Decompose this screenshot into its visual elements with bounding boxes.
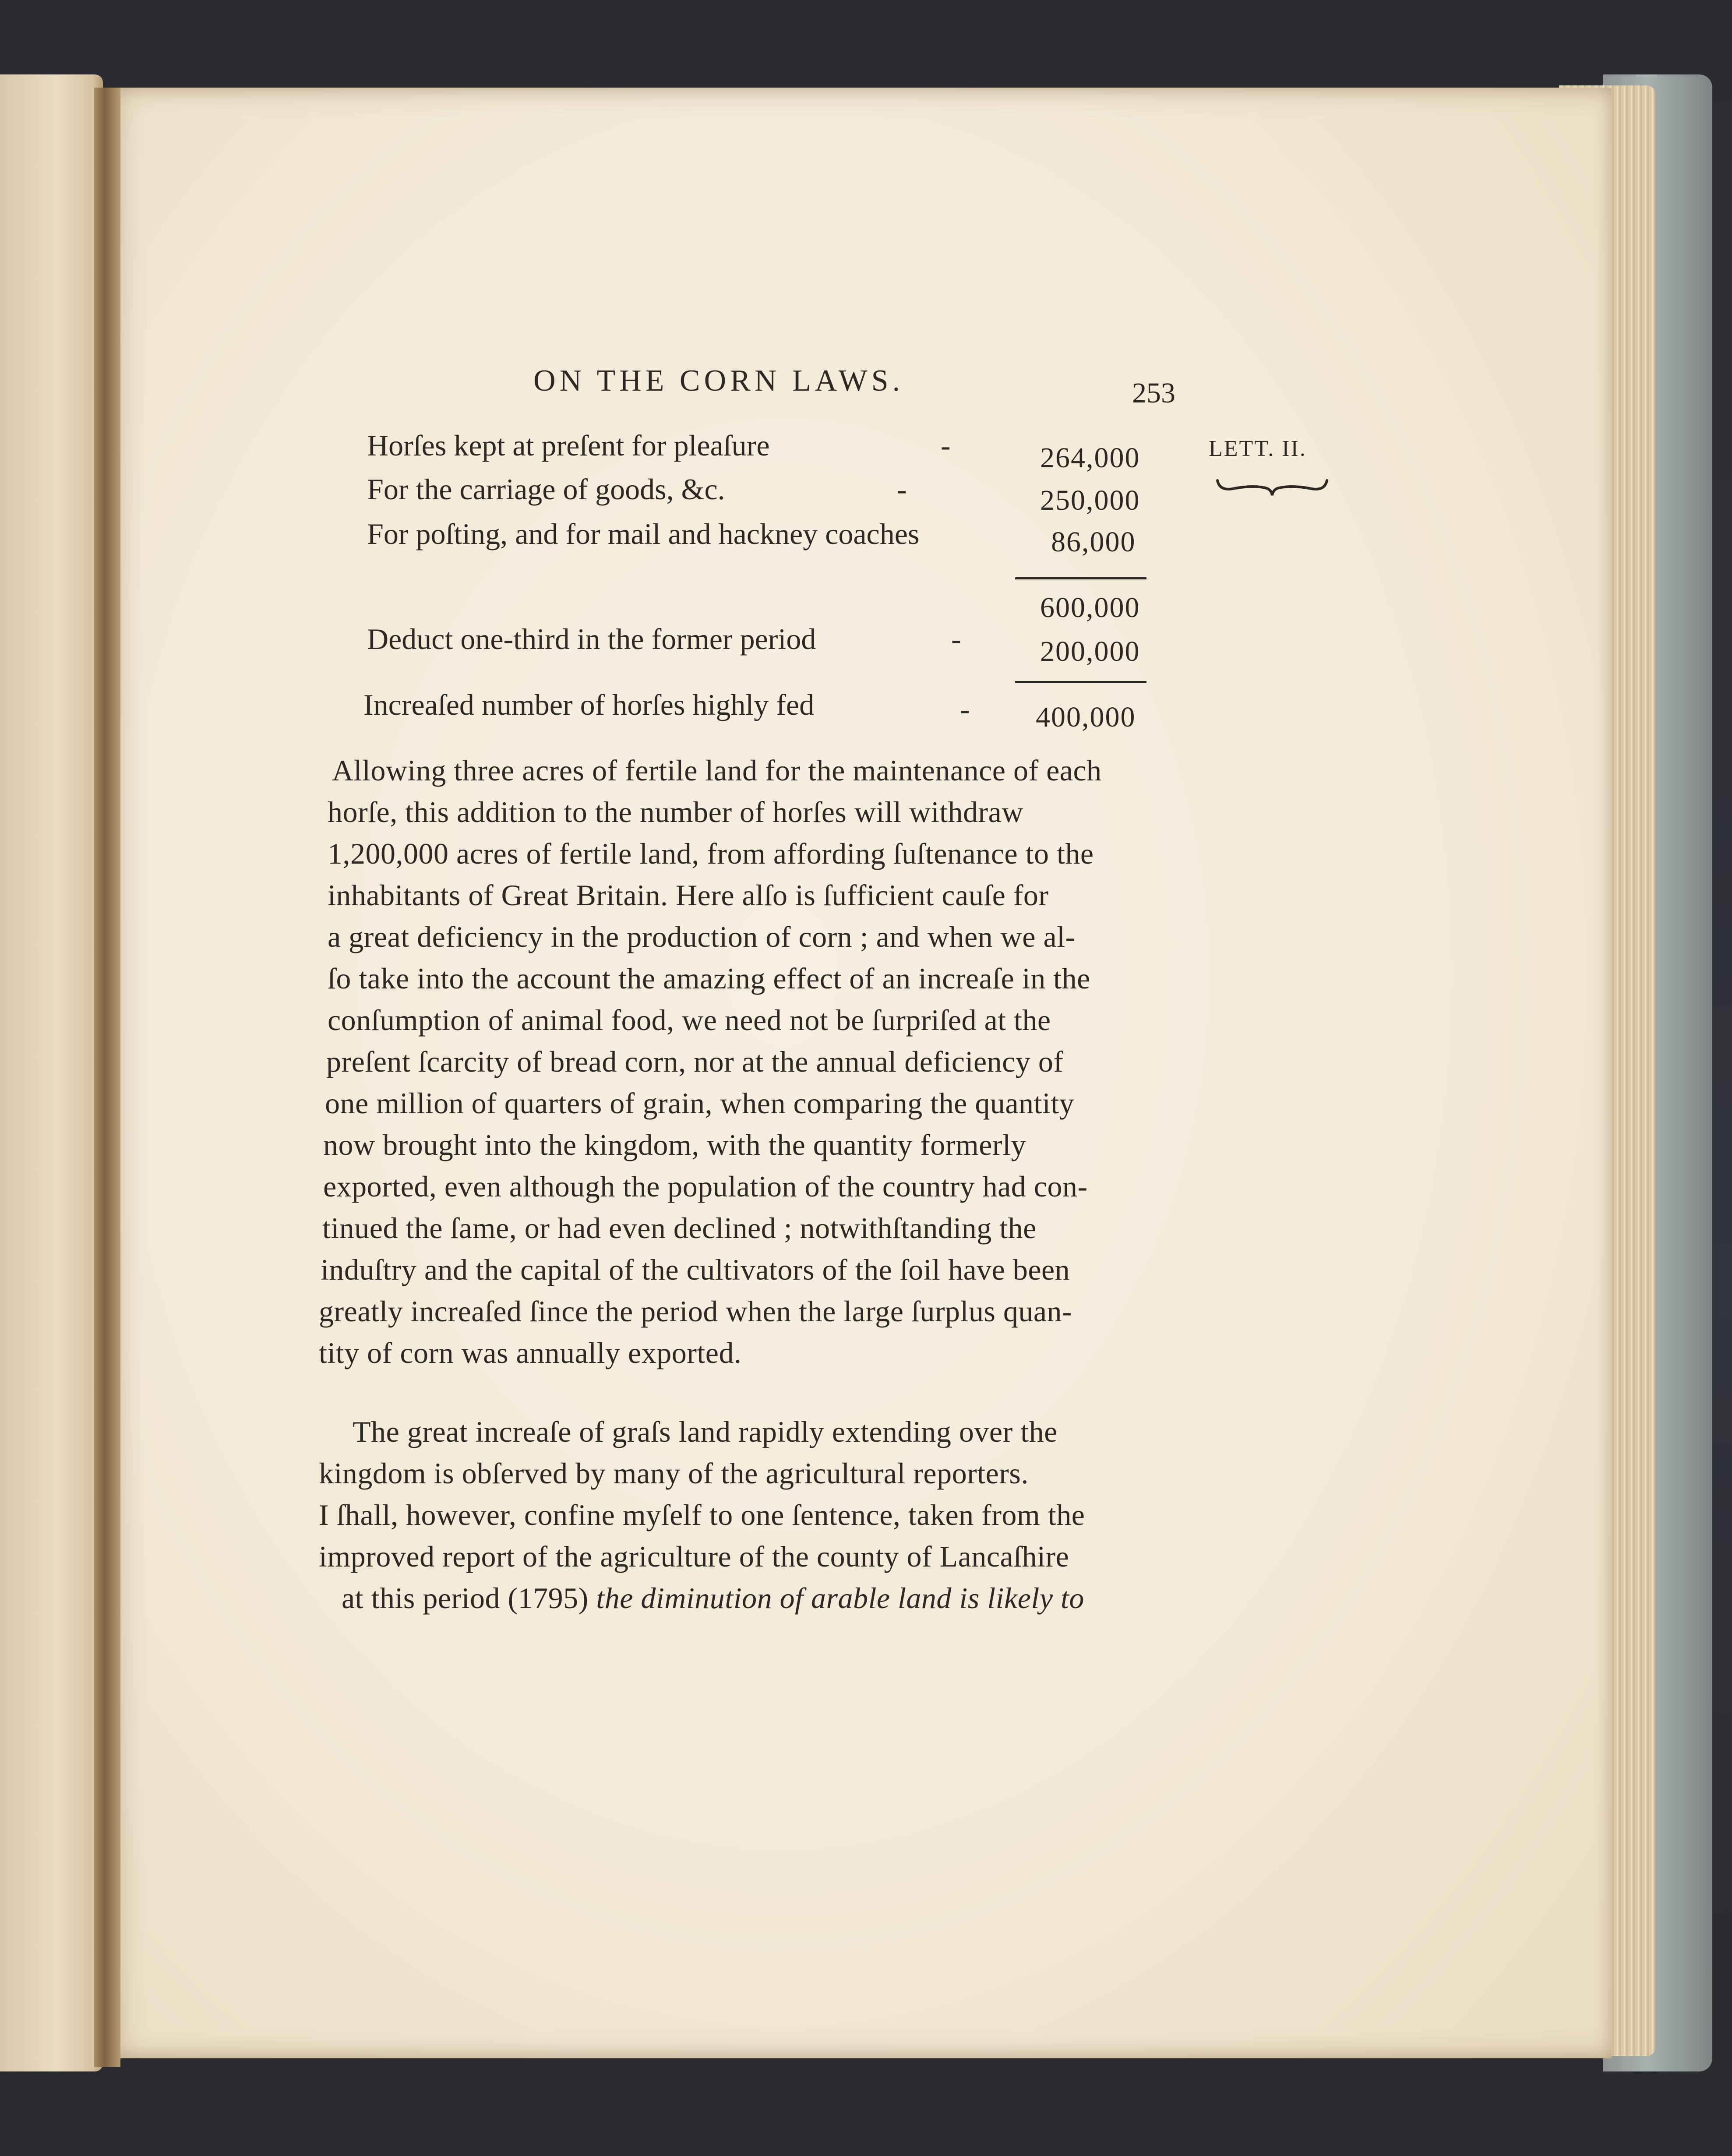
deduct-dash: - — [951, 622, 961, 656]
text-run: at this period (1795) — [342, 1581, 589, 1615]
table-row-value: 86,000 — [1051, 526, 1136, 558]
text-line: ſo take into the account the amazing effect of an increaſe in the — [328, 962, 1090, 995]
table-row-label: For the carriage of goods, &c. — [367, 473, 725, 506]
italic-text-run: the diminution of arable land is likely to — [596, 1581, 1084, 1615]
result-dash: - — [960, 692, 970, 726]
text-line: I ſhall, however, confine myſelf to one ſentence, taken from the — [319, 1498, 1085, 1531]
text-line: a great deficiency in the production of corn ; and when we al- — [328, 920, 1076, 953]
text-line: conſumption of animal food, we need not be ſurpriſed at the — [328, 1003, 1051, 1037]
text-line: improved report of the agriculture of the county of Lancaſhire — [319, 1540, 1069, 1573]
result-value: 400,000 — [1036, 701, 1136, 733]
subtotal-value: 600,000 — [1040, 592, 1140, 624]
sum-rule — [1015, 577, 1146, 579]
text-line: preſent ſcarcity of bread corn, nor at the annual deficiency of — [326, 1045, 1064, 1078]
text-line: kingdom is obſerved by many of the agricultural reporters. — [319, 1457, 1029, 1490]
table-row-dash: - — [897, 473, 907, 506]
text-line — [342, 1581, 1084, 1616]
text-line: now brought into the kingdom, with the quantity formerly — [323, 1128, 1027, 1161]
text-line: 1,200,000 acres of fertile land, from affording ſuſtenance to the — [328, 837, 1094, 870]
book-gutter — [94, 88, 120, 2067]
text-line: one million of quarters of grain, when comparing the quantity — [325, 1087, 1075, 1120]
previous-page-edge — [0, 74, 103, 2071]
table-row-value: 250,000 — [1040, 484, 1140, 516]
text-line: exported, even although the population of the country had con- — [323, 1170, 1088, 1203]
text-line: inhabitants of Great Britain. Here alſo is ſufficient cauſe for — [328, 879, 1049, 912]
brace-ornament-icon — [1215, 475, 1329, 497]
text-line: induſtry and the capital of the cultivators of the ſoil have been — [321, 1253, 1070, 1286]
text-line: horſe, this addition to the number of horſes will withdraw — [328, 795, 1023, 829]
text-line: tity of corn was annually exported. — [319, 1336, 742, 1369]
text-line: tinued the ſame, or had even declined ; notwithſtanding the — [322, 1211, 1037, 1245]
sum-rule — [1015, 681, 1146, 683]
running-title: ON THE CORN LAWS. — [533, 364, 904, 398]
text-line: The great increaſe of graſs land rapidly extending over the — [353, 1415, 1058, 1448]
text-line: greatly increaſed ſince the period when the large ſurplus quan- — [319, 1295, 1072, 1328]
table-row-value: 264,000 — [1040, 442, 1140, 474]
table-row-label: For poſting, and for mail and hackney coaches — [367, 517, 920, 550]
margin-note: LETT. II. — [1209, 436, 1307, 461]
text-line: Allowing three acres of fertile land for the maintenance of each — [332, 754, 1102, 787]
deduct-value: 200,000 — [1040, 635, 1140, 667]
table-row-label: Horſes kept at preſent for pleaſure — [367, 429, 770, 462]
result-label: Increaſed number of horſes highly fed — [363, 688, 815, 721]
page-number: 253 — [1132, 377, 1175, 409]
deduct-label: Deduct one-third in the former period — [367, 622, 816, 656]
table-row-dash: - — [941, 429, 951, 462]
